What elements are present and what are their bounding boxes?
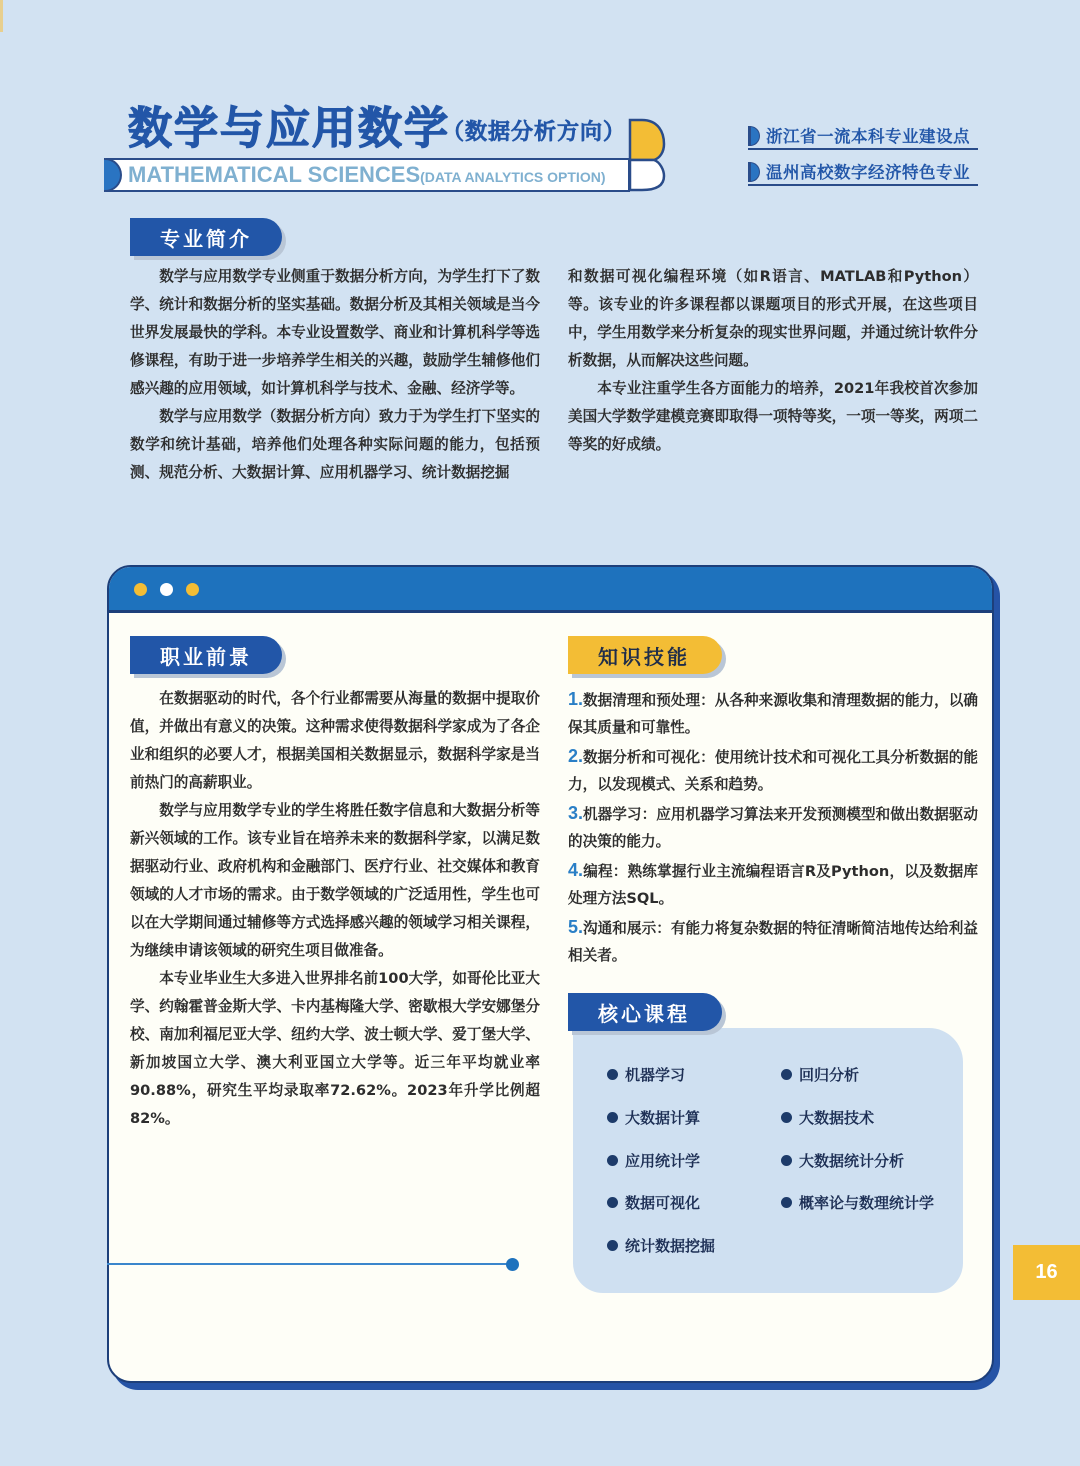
course-item: 机器学习 xyxy=(607,1064,685,1085)
skill-item: 3.机器学习：应用机器学习算法来开发预测模型和做出数据驱动的决策的能力。 xyxy=(568,803,978,850)
skill-item: 5.沟通和展示：有能力将复杂数据的特征清晰简洁地传达给利益相关者。 xyxy=(568,917,978,964)
career-paragraph: 在数据驱动的时代，各个行业都需要从海量的数据中提取价值，并做出有意义的决策。这种需求使得数据科学家成为了各企业和组织的必要人才，根据美国相关数据显示，数据科学家是当前热门的高薪职业。 xyxy=(130,690,540,791)
section-label-skills: 知识技能 xyxy=(568,636,722,674)
course-item: 统计数据挖掘 xyxy=(607,1235,715,1256)
intro-paragraph: 和数据可视化编程环境（如R语言、MATLAB和Python）等。该专业的许多课程都以课题项目的形式开展，在这些项目中，学生用数学来分析复杂的现实世界问题，并通过统计软件分析数据，从而解决这些问题。 xyxy=(568,268,978,369)
page-number: 16 xyxy=(1013,1245,1080,1300)
skill-item: 4.编程：熟练掌握行业主流编程语言R及Python，以及数据库处理方法SQL。 xyxy=(568,860,978,907)
course-item: 应用统计学 xyxy=(607,1150,700,1171)
section-label-courses: 核心课程 xyxy=(568,993,722,1031)
course-item: 大数据计算 xyxy=(607,1107,700,1128)
honor-item: 浙江省一流本科专业建设点 xyxy=(748,122,978,150)
english-title-main: MATHEMATICAL SCIENCES xyxy=(128,162,421,187)
course-item: 回归分析 xyxy=(781,1064,859,1085)
section-label-intro: 专业简介 xyxy=(130,218,282,256)
intro-paragraph: 本专业注重学生各方面能力的培养，2021年我校首次参加美国大学数学建模竞赛即取得一项特等奖，一项一等奖，两项二等奖的好成绩。 xyxy=(568,380,978,453)
window-dot-icon xyxy=(160,583,173,596)
career-paragraph: 本专业毕业生大多进入世界排名前100大学，如哥伦比亚大学、约翰霍普金斯大学、卡内基梅隆大学、密歇根大学安娜堡分校、南加利福尼亚大学、纽约大学、波士顿大学、爱丁堡大学、新加坡国立大学、澳大利亚国立大学等。近三年平均就业率90.88%，研究生平均录取率72.62%。2023年升学比例超82%。 xyxy=(130,970,540,1127)
bookmark-icon xyxy=(748,126,760,146)
decorative-line xyxy=(107,1263,512,1265)
section-label-career: 职业前景 xyxy=(130,636,282,674)
bullet-icon xyxy=(781,1112,792,1123)
course-item: 大数据技术 xyxy=(781,1107,874,1128)
edge-strip xyxy=(0,0,3,32)
english-title-sub: (DATA ANALYTICS OPTION) xyxy=(420,169,606,185)
skill-item: 1.数据清理和预处理：从各种来源收集和清理数据的能力，以确保其质量和可靠性。 xyxy=(568,689,978,736)
bullet-icon xyxy=(781,1155,792,1166)
intro-paragraph: 数学与应用数学专业侧重于数据分析方向，为学生打下了数学、统计和数据分析的坚实基础。数据分析及其相关领域是当今世界发展最快的学科。本专业设置数学、商业和计算机科学等选修课程，有助于进一步培养学生相关的兴趣，鼓励学生辅修他们感兴趣的应用领域，如计算机科学与技术、金融、经济学等。 xyxy=(130,268,540,397)
window-dot-icon xyxy=(134,583,147,596)
page-title: 数学与应用数学 xyxy=(128,103,450,154)
english-title xyxy=(128,161,606,191)
intro-right-column xyxy=(568,263,978,459)
skill-item: 2.数据分析和可视化：使用统计技术和可视化工具分析数据的能力，以发现模式、关系和趋势。 xyxy=(568,746,978,793)
bullet-icon xyxy=(781,1197,792,1208)
scroll-fold-icon xyxy=(628,118,666,192)
intro-paragraph: 数学与应用数学（数据分析方向）致力于为学生打下坚实的数学和统计基础，培养他们处理各种实际问题的能力，包括预测、规范分析、大数据计算、应用机器学习、统计数据挖掘 xyxy=(130,408,540,481)
skills-list xyxy=(568,686,978,971)
window-dot-icon xyxy=(186,583,199,596)
line-end-dot-icon xyxy=(506,1258,519,1271)
window-title-bar xyxy=(109,567,992,613)
course-item: 数据可视化 xyxy=(607,1192,700,1213)
career-paragraph: 数学与应用数学专业的学生将胜任数字信息和大数据分析等新兴领域的工作。该专业旨在培养未来的数据科学家，以满足数据驱动行业、政府机构和金融部门、医疗行业、社交媒体和教育领域的人才市场的需求。由于数学领域的广泛适用性，学生也可以在大学期间通过辅修等方式选择感兴趣的领域学习相关课程，为继续申请该领域的研究生项目做准备。 xyxy=(130,802,540,959)
honor-item: 温州高校数字经济特色专业 xyxy=(748,158,978,186)
course-item: 大数据统计分析 xyxy=(781,1150,904,1171)
page-subtitle: （数据分析方向） xyxy=(442,120,627,145)
bullet-icon xyxy=(607,1155,618,1166)
bullet-icon xyxy=(607,1197,618,1208)
bullet-icon xyxy=(607,1069,618,1080)
bullet-icon xyxy=(607,1240,618,1251)
bullet-icon xyxy=(607,1112,618,1123)
career-text xyxy=(130,685,540,1133)
course-item: 概率论与数理统计学 xyxy=(781,1192,934,1213)
intro-left-column xyxy=(130,263,540,487)
bullet-icon xyxy=(781,1069,792,1080)
bookmark-icon xyxy=(748,162,760,182)
